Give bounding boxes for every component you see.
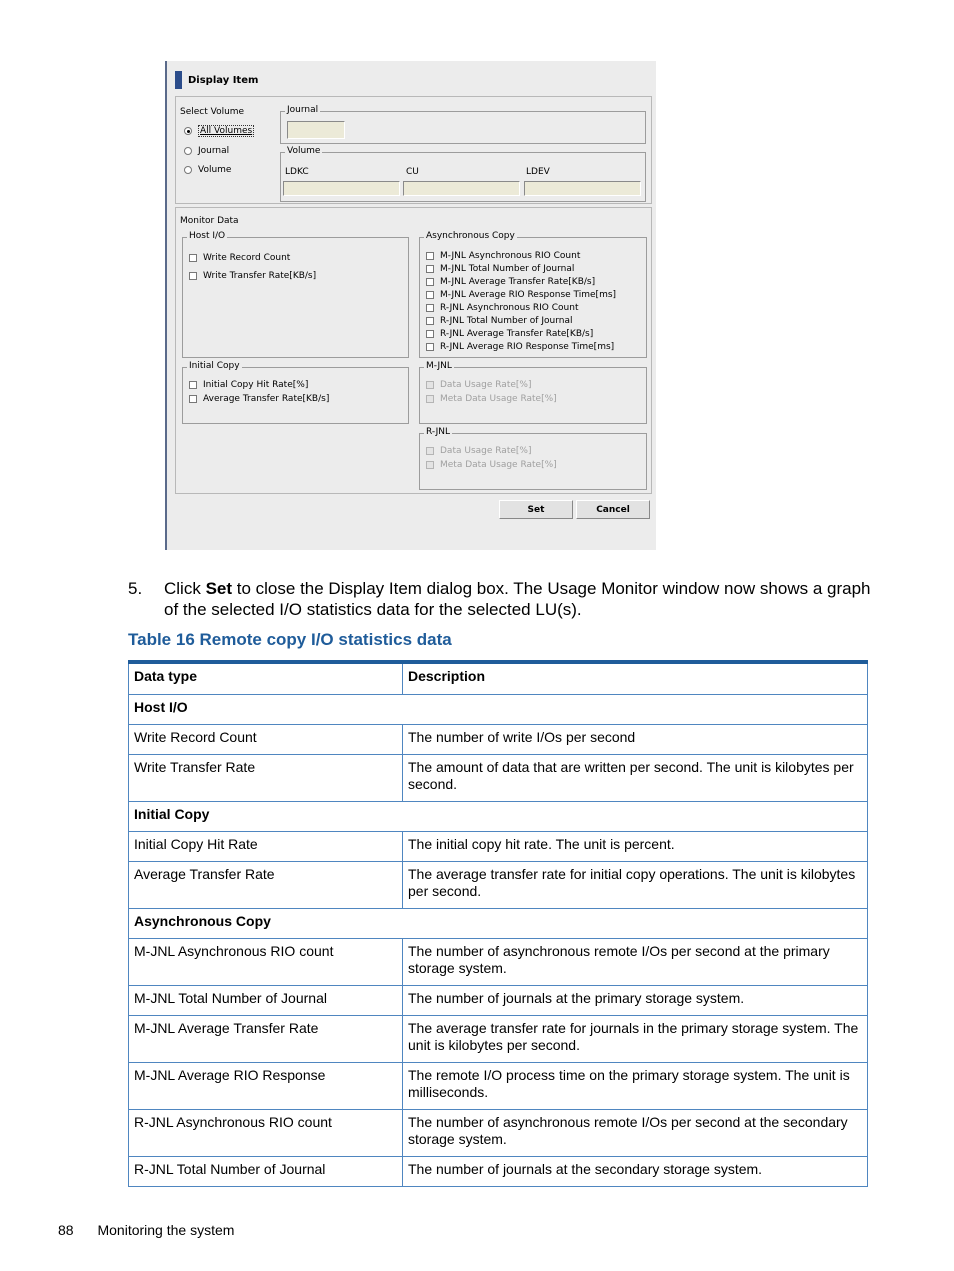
table-row <box>129 1016 868 1063</box>
cu-input[interactable] <box>403 181 520 196</box>
checkbox-label: M-JNL Total Number of Journal <box>440 264 575 274</box>
chk-async-item[interactable] <box>426 329 593 339</box>
m-jnl-label: M-JNL <box>426 361 452 371</box>
section-row <box>129 695 868 725</box>
chk-async-item[interactable] <box>426 342 614 352</box>
checkbox-icon <box>426 381 434 389</box>
section-title: Initial Copy <box>129 802 868 832</box>
description-cell: The average transfer rate for initial copy operations. The unit is kilobytes per second. <box>403 862 868 909</box>
checkbox-label: M-JNL Average RIO Response Time[ms] <box>440 290 617 300</box>
checkbox-icon[interactable] <box>189 381 197 389</box>
dialog-title-text: Display Item <box>188 74 259 86</box>
monitor-data-label: Monitor Data <box>180 216 239 226</box>
table-caption: Table 16 Remote copy I/O statistics data <box>128 630 452 649</box>
description-cell: The initial copy hit rate. The unit is percent. <box>403 832 868 862</box>
checkbox-label: Write Record Count <box>203 253 291 263</box>
chk-async-item[interactable] <box>426 303 578 313</box>
step-text <box>164 578 876 620</box>
m-jnl-group <box>419 361 647 424</box>
chk-async-item[interactable] <box>426 290 616 300</box>
data-type-cell: R-JNL Total Number of Journal <box>129 1157 403 1187</box>
select-volume-label: Select Volume <box>180 107 245 117</box>
chk-async-item[interactable] <box>426 277 595 287</box>
radio-volume[interactable] <box>184 165 231 175</box>
section-title: Host I/O <box>129 695 868 725</box>
chk-r-jnl-data-usage <box>426 446 531 456</box>
checkbox-label: R-JNL Average Transfer Rate[KB/s] <box>440 329 594 339</box>
volume-group-label: Volume <box>287 146 321 156</box>
description-cell: The number of write I/Os per second <box>403 725 868 755</box>
checkbox-icon[interactable] <box>426 291 434 299</box>
description-cell: The remote I/O process time on the primary storage system. The unit is milliseconds. <box>403 1063 868 1110</box>
set-button[interactable]: Set <box>499 500 573 519</box>
async-copy-label: Asynchronous Copy <box>426 231 515 241</box>
initial-copy-group <box>182 361 409 424</box>
data-type-cell: M-JNL Asynchronous RIO count <box>129 939 403 986</box>
data-type-cell: R-JNL Asynchronous RIO count <box>129 1110 403 1157</box>
checkbox-icon <box>426 395 434 403</box>
checkbox-icon[interactable] <box>426 278 434 286</box>
initial-copy-label: Initial Copy <box>189 361 240 371</box>
chk-write-transfer-rate[interactable] <box>189 271 316 281</box>
checkbox-label: Initial Copy Hit Rate[%] <box>203 380 309 390</box>
table-row <box>129 1110 868 1157</box>
checkbox-icon[interactable] <box>426 317 434 325</box>
table-row <box>129 986 868 1016</box>
data-type-cell: M-JNL Average Transfer Rate <box>129 1016 403 1063</box>
volume-group <box>280 146 646 202</box>
checkbox-label: M-JNL Asynchronous RIO Count <box>440 251 581 261</box>
chk-m-jnl-data-usage <box>426 380 531 390</box>
checkbox-label: R-JNL Average RIO Response Time[ms] <box>440 342 615 352</box>
section-row <box>129 802 868 832</box>
table-row <box>129 939 868 986</box>
step-text-bold: Set <box>205 579 233 598</box>
host-io-label: Host I/O <box>189 231 226 241</box>
checkbox-icon[interactable] <box>426 252 434 260</box>
journal-group <box>280 105 646 144</box>
page-number: 88 <box>58 1222 74 1238</box>
chk-average-transfer-rate[interactable] <box>189 394 329 404</box>
r-jnl-label: R-JNL <box>426 427 451 437</box>
column-header: Data type <box>129 662 403 695</box>
chk-async-item[interactable] <box>426 264 574 274</box>
checkbox-icon[interactable] <box>426 265 434 273</box>
checkbox-icon <box>426 461 434 469</box>
ldev-label: LDEV <box>526 167 550 177</box>
checkbox-label: Write Transfer Rate[KB/s] <box>203 271 317 281</box>
checkbox-label: Data Usage Rate[%] <box>440 380 532 390</box>
host-io-group <box>182 231 409 358</box>
title-accent-bar <box>175 71 182 89</box>
radio-label: Journal <box>198 146 230 156</box>
description-cell: The number of journals at the secondary storage system. <box>403 1157 868 1187</box>
checkbox-icon[interactable] <box>426 304 434 312</box>
dialog-title <box>175 71 258 89</box>
cancel-button[interactable]: Cancel <box>576 500 650 519</box>
table-row <box>129 862 868 909</box>
checkbox-label: Meta Data Usage Rate[%] <box>440 460 557 470</box>
table-row <box>129 1063 868 1110</box>
section-row <box>129 909 868 939</box>
table-row <box>129 755 868 802</box>
table-row <box>129 725 868 755</box>
checkbox-label: M-JNL Average Transfer Rate[KB/s] <box>440 277 596 287</box>
data-type-cell: Initial Copy Hit Rate <box>129 832 403 862</box>
checkbox-icon <box>426 447 434 455</box>
data-type-cell: Write Transfer Rate <box>129 755 403 802</box>
ldkc-input[interactable] <box>283 181 400 196</box>
table-header-row <box>129 662 868 695</box>
select-volume-panel <box>175 96 652 204</box>
checkbox-label: Meta Data Usage Rate[%] <box>440 394 557 404</box>
description-cell: The number of journals at the primary storage system. <box>403 986 868 1016</box>
chk-m-jnl-meta-data-usage <box>426 394 557 404</box>
description-cell: The number of asynchronous remote I/Os per second at the primary storage system. <box>403 939 868 986</box>
checkbox-label: Data Usage Rate[%] <box>440 446 532 456</box>
checkbox-icon[interactable] <box>189 272 197 280</box>
checkbox-label: R-JNL Total Number of Journal <box>440 316 573 326</box>
chk-async-item[interactable] <box>426 316 572 326</box>
checkbox-icon[interactable] <box>189 254 197 262</box>
checkbox-icon[interactable] <box>426 343 434 351</box>
chk-r-jnl-meta-data-usage <box>426 460 557 470</box>
section-title: Asynchronous Copy <box>129 909 868 939</box>
data-type-cell: M-JNL Total Number of Journal <box>129 986 403 1016</box>
cu-label: CU <box>406 167 419 177</box>
checkbox-label: Average Transfer Rate[KB/s] <box>203 394 330 404</box>
step-number: 5. <box>128 579 143 598</box>
radio-all-volumes[interactable] <box>184 125 254 137</box>
chk-write-record-count[interactable] <box>189 253 290 263</box>
description-cell: The average transfer rate for journals in the primary storage system. The unit is kilobytes per second. <box>403 1016 868 1063</box>
r-jnl-group <box>419 427 647 490</box>
data-type-cell: M-JNL Average RIO Response <box>129 1063 403 1110</box>
description-cell: The amount of data that are written per second. The unit is kilobytes per second. <box>403 755 868 802</box>
radio-button-icon[interactable] <box>184 166 192 174</box>
checkbox-icon[interactable] <box>426 330 434 338</box>
page-footer <box>58 1222 234 1238</box>
journal-input[interactable] <box>287 121 345 139</box>
display-item-dialog <box>165 61 656 550</box>
radio-label: Volume <box>198 165 232 175</box>
chk-async-item[interactable] <box>426 251 580 261</box>
step-text-post: to close the Display Item dialog box. The Usage Monitor window now shows a graph of the selected I/O statistics data for the selected LU(s). <box>164 579 871 619</box>
chk-initial-copy-hit-rate[interactable] <box>189 380 308 390</box>
radio-label: All Volumes <box>200 126 253 136</box>
data-type-cell: Average Transfer Rate <box>129 862 403 909</box>
checkbox-icon[interactable] <box>189 395 197 403</box>
remote-copy-stats-table <box>128 660 868 1187</box>
ldkc-label: LDKC <box>285 167 309 177</box>
data-type-cell: Write Record Count <box>129 725 403 755</box>
table-row <box>129 1157 868 1187</box>
column-header: Description <box>403 662 868 695</box>
async-copy-group <box>419 231 647 358</box>
table-row <box>129 832 868 862</box>
checkbox-label: R-JNL Asynchronous RIO Count <box>440 303 579 313</box>
footer-section-title: Monitoring the system <box>97 1222 235 1238</box>
description-cell: The number of asynchronous remote I/Os per second at the secondary storage system. <box>403 1110 868 1157</box>
journal-group-label: Journal <box>287 105 319 115</box>
radio-journal[interactable] <box>184 146 229 156</box>
radio-button-icon[interactable] <box>184 147 192 155</box>
step-text-pre: Click <box>164 579 206 598</box>
monitor-data-panel <box>175 207 652 494</box>
ldev-input[interactable] <box>524 181 641 196</box>
radio-button-icon[interactable] <box>184 127 192 135</box>
